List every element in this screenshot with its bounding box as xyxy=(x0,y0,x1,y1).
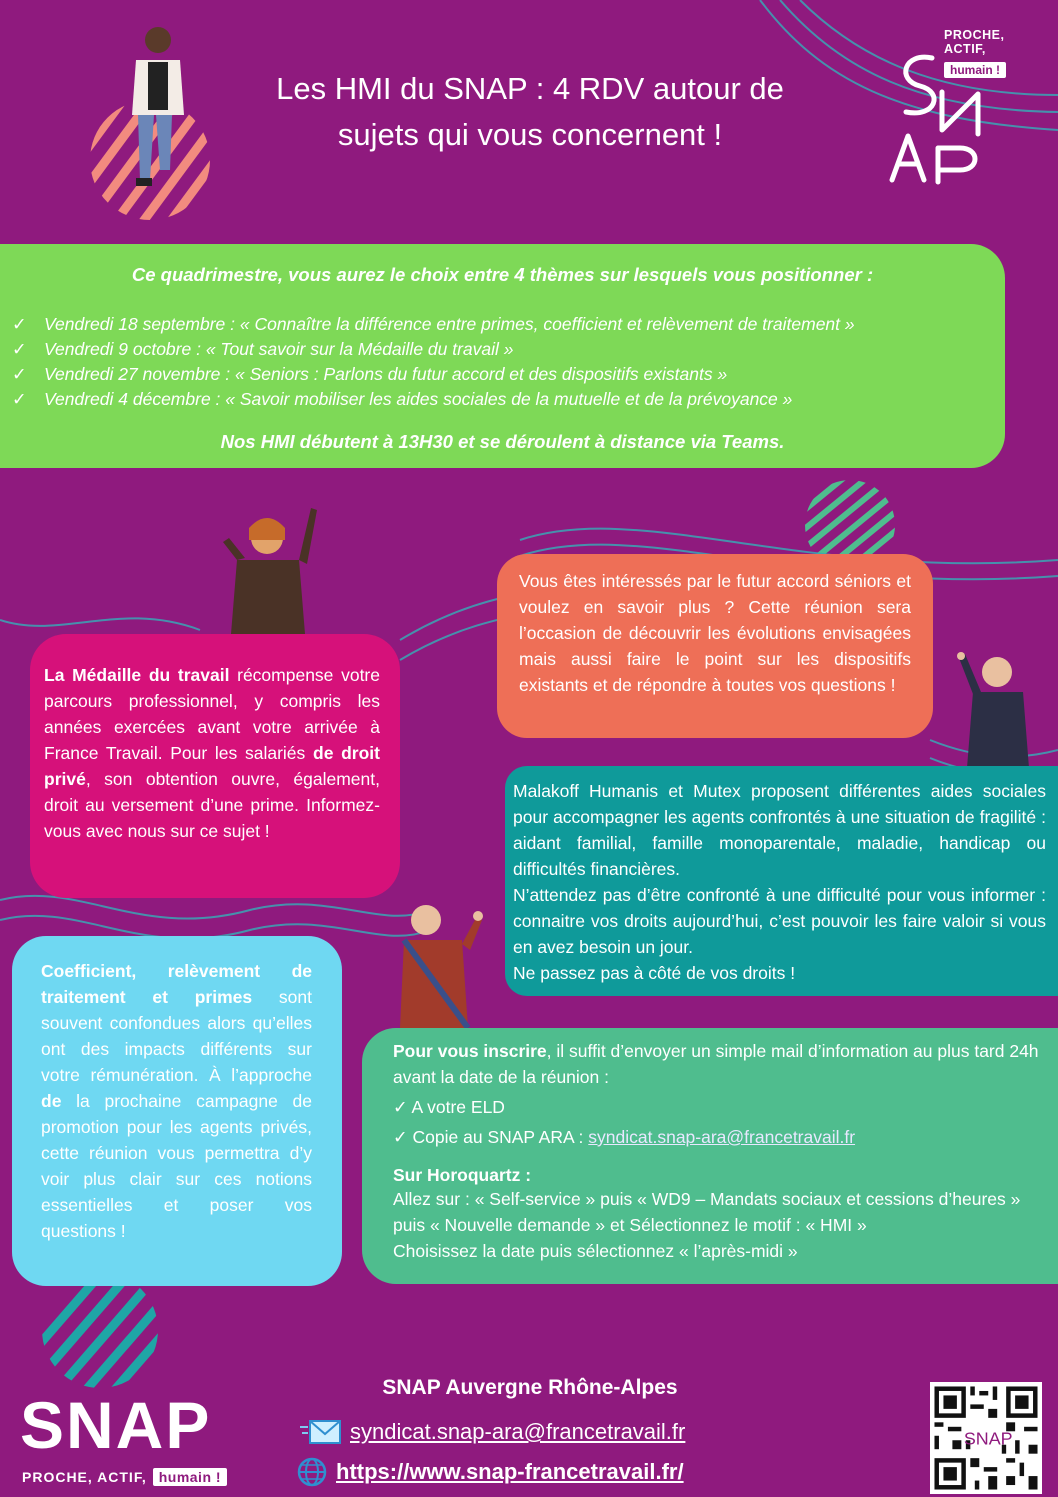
coef-text-1: sont souvent confondues alors qu’elles ont des impacts différents sur votre rémunération. À l’approche xyxy=(41,987,312,1085)
date-item-text: Vendredi 4 décembre : « Savoir mobiliser les aides sociales de la mutuelle et de la prévoyance » xyxy=(44,389,793,409)
signup-item-eld: ✓ A votre ELD xyxy=(393,1097,505,1117)
footer-website-link[interactable]: https://www.snap-francetravail.fr/ xyxy=(336,1459,684,1484)
check-icon: ✓ xyxy=(12,364,27,384)
horoquartz-step-2: Choisissez la date puis sélectionnez « l’après-midi » xyxy=(393,1241,798,1261)
signup-item-copy xyxy=(393,1124,1044,1150)
horoquartz-step-1: Allez sur : « Self-service » puis « WD9 – Mandats sociaux et cessions d’heures » puis « Nouvelle demande » et Sélectionnez le motif : « HMI » xyxy=(393,1189,1021,1235)
check-icon: ✓ xyxy=(12,389,27,409)
footer-title: SNAP Auvergne Rhône-Alpes xyxy=(382,1376,678,1399)
logo-tag-line-2: ACTIF, xyxy=(944,42,986,56)
coef-bold-2: de xyxy=(41,1091,62,1111)
woman-shouting-illustration xyxy=(215,498,325,634)
medal-bold-2: de droit privé xyxy=(44,743,380,789)
medal-card-text xyxy=(44,662,380,844)
seniors-card xyxy=(497,554,933,738)
aides-paragraph-2: N’attendez pas d’être confronté à une difficulté pour vous informer : connaitre vos droits aujourd’hui, c’est pouvoir les faire valoir si vous en avez besoin un jour. xyxy=(513,885,1046,957)
logo-bottom-tag xyxy=(22,1468,227,1486)
signup-intro xyxy=(393,1038,1044,1090)
footer-email-row xyxy=(300,1416,685,1448)
logo-bottom-tag-text: PROCHE, ACTIF, xyxy=(22,1469,147,1485)
coef-text-2: la prochaine campagne de promotion pour les agents privés, cette réunion vous permettra d’y voir plus clair sur ces notions essentielles et poser vos questions ! xyxy=(41,1091,312,1241)
logo-tag-humain: humain ! xyxy=(944,62,1006,78)
coef-bold-1: Coefficient, relèvement de traitement et primes xyxy=(41,961,312,1007)
medal-text-1: récompense votre parcours professionnel, y compris les années exercées avant votre arrivée à France Travail. Pour les salariés xyxy=(44,665,380,763)
check-icon: ✓ xyxy=(12,314,27,334)
signup-intro-text: , il suffit d’envoyer un simple mail d’information au plus tard 24h avant la date de la réunion : xyxy=(393,1041,1039,1087)
logo-name: SNAP xyxy=(20,1388,212,1462)
date-item-text: Vendredi 18 septembre : « Connaître la différence entre primes, coefficient et relèvement de traitement » xyxy=(44,314,855,334)
envelope-icon xyxy=(300,1419,342,1445)
medal-bold-1: La Médaille du travail xyxy=(44,665,230,685)
logo-bottom-humain: humain ! xyxy=(153,1468,227,1486)
program-footer: Nos HMI débutent à 13H30 et se déroulent à distance via Teams. xyxy=(220,431,785,452)
man-calling-illustration xyxy=(392,898,492,1028)
coefficient-card xyxy=(12,936,342,1286)
page-title-line-1: Les HMI du SNAP : 4 RDV autour de xyxy=(276,71,784,106)
date-item-text: Vendredi 27 novembre : « Seniors : Parlons du futur accord et des dispositifs existants » xyxy=(44,364,728,384)
signup-bold: Pour vous inscrire xyxy=(393,1041,547,1061)
globe-icon xyxy=(296,1456,328,1488)
program-intro: Ce quadrimestre, vous aurez le choix entre 4 thèmes sur lesquels vous positionner : xyxy=(131,264,874,285)
signup-email-link[interactable]: syndicat.snap-ara@francetravail.fr xyxy=(588,1127,856,1147)
aides-paragraph-3: Ne passez pas à côté de vos droits ! xyxy=(513,963,796,983)
signup-item-copy-text: ✓ Copie au SNAP ARA : xyxy=(393,1127,589,1147)
logo-tag-line-1: PROCHE, xyxy=(944,28,1005,42)
spacer xyxy=(393,1150,1044,1164)
horoquartz-title: Sur Horoquartz : xyxy=(393,1165,532,1185)
page-title-line-2: sujets qui vous concernent ! xyxy=(337,117,723,152)
footer-website-row xyxy=(296,1456,684,1488)
program-dates-list xyxy=(12,312,855,412)
footer-email-link[interactable]: syndicat.snap-ara@francetravail.fr xyxy=(350,1419,686,1444)
page-title xyxy=(200,66,860,158)
signup-card xyxy=(362,1028,1058,1284)
snap-logo-bottom xyxy=(18,1388,248,1497)
qr-code-image xyxy=(930,1382,1042,1494)
list-item xyxy=(12,312,855,337)
seniors-card-text: Vous êtes intéressés par le futur accord séniors et voulez en savoir plus ? Cette réunion sera l’occasion de découvrir les évolutions envisagées mais aussi faire le point sur les dispositifs existants et de répondre à toutes vos questions ! xyxy=(519,571,911,695)
list-item xyxy=(12,387,855,412)
snap-letters-graphic xyxy=(884,52,988,187)
coef-card-text xyxy=(41,958,312,1244)
man-pointing-illustration xyxy=(935,648,1040,768)
aides-paragraph-1: Malakoff Humanis et Mutex proposent différentes aides sociales pour accompagner les agents confrontés à une situation de fragilité : aidant familial, famille monoparentale, maladie, handicap ou difficultés financières. xyxy=(513,781,1046,879)
check-icon: ✓ xyxy=(12,339,27,359)
snap-logo-top xyxy=(880,24,1050,194)
medal-card xyxy=(30,634,400,898)
woman-walking-illustration xyxy=(110,20,200,195)
medal-text-2: , son obtention ouvre, également, droit au versement d’une prime. Informez-vous avec nous sur ce sujet ! xyxy=(44,769,380,841)
list-item xyxy=(12,337,855,362)
qr-logo-mark: SNAP xyxy=(963,1428,1013,1449)
list-item xyxy=(12,362,855,387)
aides-card xyxy=(505,766,1058,996)
date-item-text: Vendredi 9 octobre : « Tout savoir sur la Médaille du travail » xyxy=(44,339,514,359)
